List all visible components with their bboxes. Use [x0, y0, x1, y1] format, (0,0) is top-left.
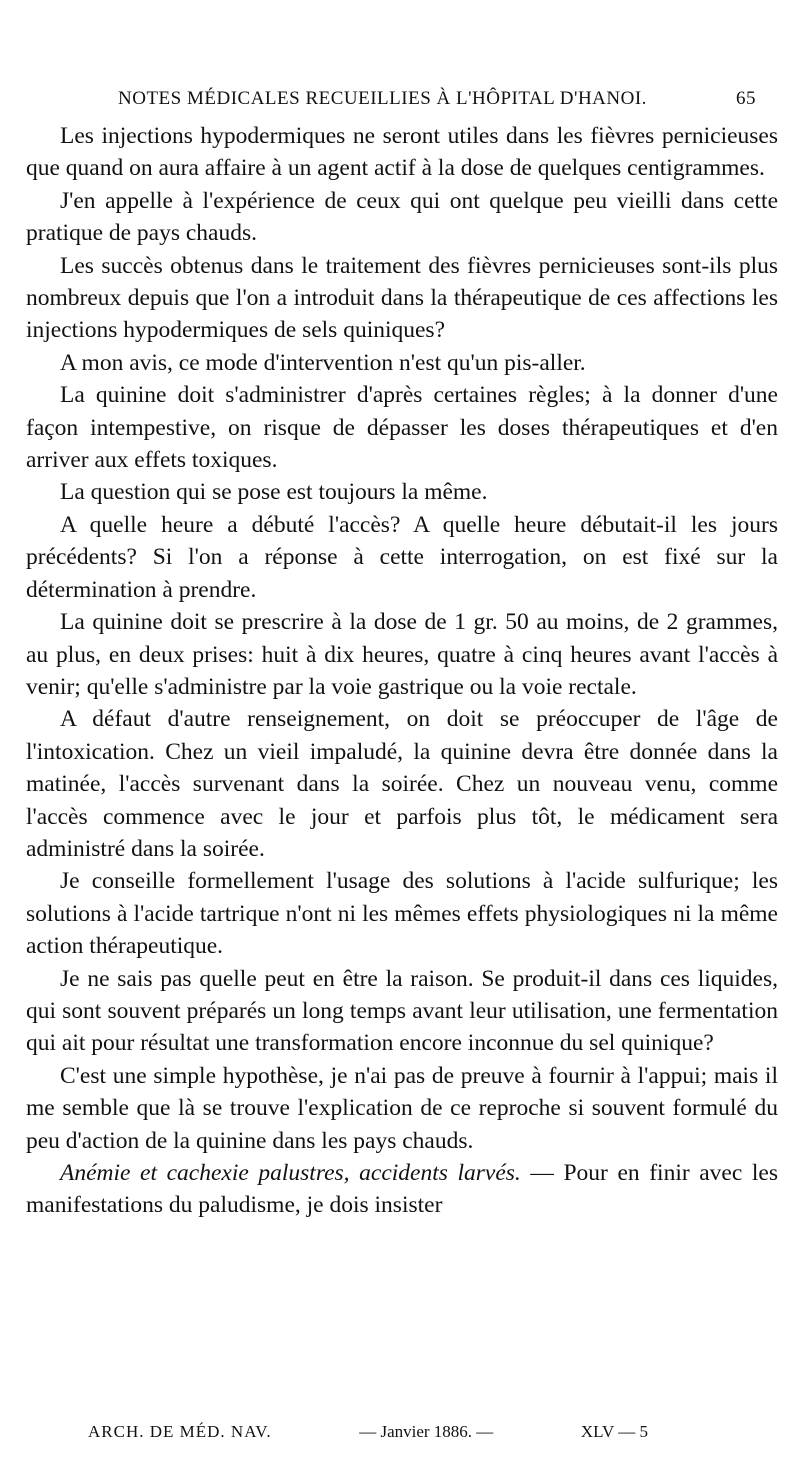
paragraph: A quelle heure a débuté l'accès? A quelle heure débutait-il les jours précédents? Si l'on a réponse à cette interrogation, on est fixé sur la détermination à prendre.: [26, 511, 778, 603]
running-title: NOTES MÉDICALES RECUEILLIES À L'HÔPITAL D'HANOI.: [118, 88, 647, 109]
paragraph: Les succès obtenus dans le traitement des fièvres pernicieuses sont-ils plus nombreux depuis que l'on a introduit dans la thérapeutique de ces affections les injections hypodermiques de sels quiniques?: [26, 252, 778, 344]
paragraph: Je ne sais pas quelle peut en être la raison. Se produit-il dans ces liquides, qui sont souvent préparés un long temps avant leur utilisation, une fermentation qui ait pour résultat une transformation encore inconnue du sel quinique?: [26, 965, 778, 1057]
paragraph: C'est une simple hypothèse, je n'ai pas de preuve à fournir à l'appui; mais il me semble que là se trouve l'explication de ce reproche si souvent formulé du peu d'action de la quinine dans les pays chauds.: [26, 1062, 778, 1154]
section-paragraph: [26, 1157, 778, 1222]
page-footer: [88, 1422, 648, 1442]
signature-mark: XLV — 5: [580, 1422, 648, 1441]
page-number: 65: [736, 88, 756, 109]
section-heading: Anémie et cachexie palustres, accidents larvés.: [60, 1160, 521, 1186]
paragraph: J'en appelle à l'expérience de ceux qui ont quelque peu vieilli dans cette pratique de pays chauds.: [26, 187, 778, 247]
paragraph: A mon avis, ce mode d'intervention n'est qu'un pis-aller.: [60, 349, 586, 376]
journal-name: ARCH. DE MÉD. NAV.: [88, 1422, 272, 1441]
section-text: — Pour en finir avec les manifestations du paludisme, je dois insister: [26, 1160, 778, 1219]
page-header: [118, 88, 756, 110]
paragraph: Je conseille formellement l'usage des solutions à l'acide sulfurique; les solutions à l'acide tartrique n'ont ni les mêmes effets physiologiques ni la même action thérapeutique.: [26, 868, 778, 960]
paragraph: Les injections hypodermiques ne seront utiles dans les fièvres pernicieuses que quand on aura affaire à un agent actif à la dose de quelques centigrammes.: [26, 123, 778, 182]
paragraph: A défaut d'autre renseignement, on doit se préoccuper de l'âge de l'intoxication. Chez un vieil impaludé, la quinine devra être donnée dans la matinée, l'accès survenant dans la soirée. Chez un nouveau venu, comme l'accès commence avec le jour et parfois plus tôt, le médicament sera administré dans la soirée.: [26, 706, 778, 862]
issue-date: — Janvier 1886. —: [359, 1422, 494, 1441]
body-text: [26, 120, 778, 1222]
paragraph: La quinine doit se prescrire à la dose de 1 gr. 50 au moins, de 2 grammes, au plus, en deux prises: huit à dix heures, quatre à cinq heures avant l'accès à venir; qu'elle s'administre par la voie gastrique ou la voie rectale.: [26, 609, 778, 700]
paragraph: La question qui se pose est toujours la même.: [60, 479, 488, 506]
paragraph: La quinine doit s'administrer d'après certaines règles; à la donner d'une façon intempestive, on risque de dépasser les doses thérapeutiques et d'en arriver aux effets toxiques.: [26, 382, 778, 474]
